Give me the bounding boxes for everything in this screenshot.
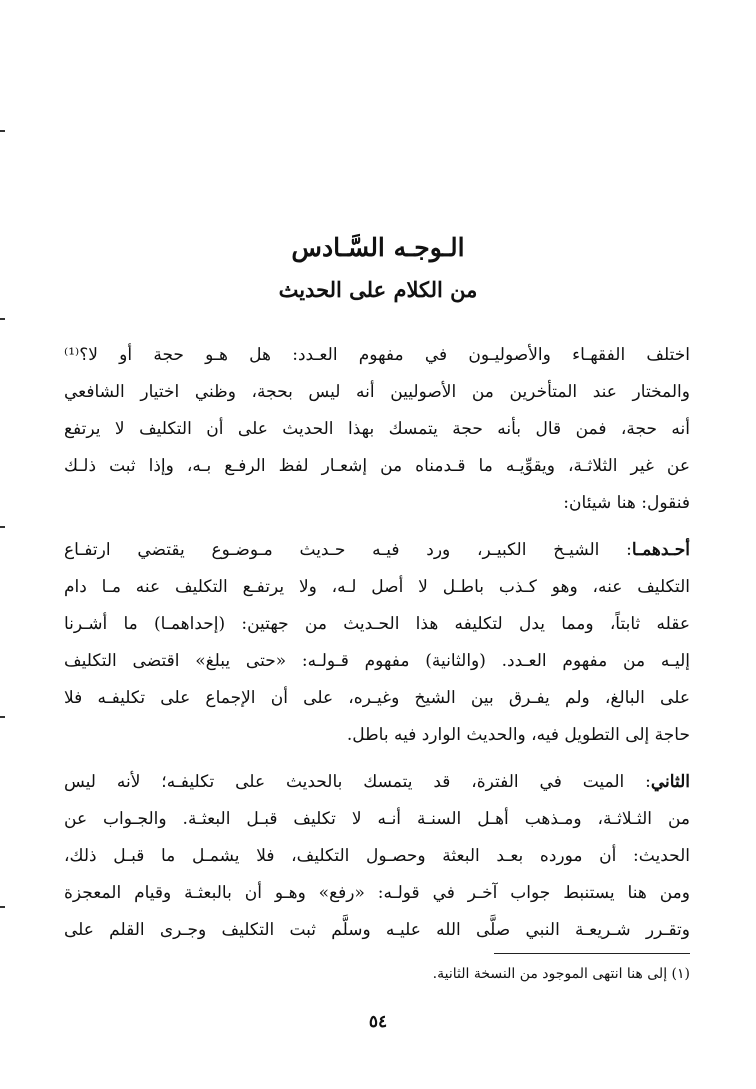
section-subtitle: من الكلام على الحديث — [278, 277, 478, 302]
text-line: على البالغ، ولم يفـرق بين الشيخ وغيـره، على أن الإجماع على تكليفـه فلا — [64, 688, 690, 708]
paragraph-lead: الثاني — [650, 772, 690, 792]
edge-mark — [0, 318, 5, 320]
text-line: عقله ثابتاً، ومما يدل لتكليفه هذا الحـديث من جهتين: (إحداهمـا) ما أشـرنا — [64, 614, 690, 634]
text-line: أنه حجة، فمن قال بأنه حجة يتمسك بهذا الحديث على أن التكليف لا يرتفع — [64, 419, 690, 439]
text-run: : الميت في الفترة، قد يتمسك بالحديث على تكليفـه؛ لأنه ليس — [64, 772, 651, 792]
footnote: (١) إلى هنا انتهى الموجود من النسخة الثانية. — [432, 966, 690, 982]
text-line — [64, 764, 690, 801]
section-heading — [60, 226, 696, 310]
text-line: عن غير الثلاثـة، ويقوِّيـه ما قـدمناه من إشعـار لفظ الرفـع بـه، وإذا ثبت ذلـك — [64, 456, 690, 476]
text-line: من الثـلاثـة، ومـذهب أهـل السنـة أنـه لا تكليف قبـل البعثـة. والجـواب عن — [64, 809, 690, 829]
page-number: ٥٤ — [368, 1012, 388, 1032]
text-line — [64, 532, 690, 569]
text-line: إليـه من مفهوم العـدد. (والثانية) مفهوم قـولـه: «حتى يبلغ» اقتضى التكليف — [64, 651, 690, 671]
footnote-divider — [494, 953, 690, 954]
edge-mark — [0, 906, 5, 908]
edge-mark — [0, 130, 5, 132]
text-line: الحديث: أن مورده بعـد البعثة وحصـول التكليف، فلا يشمـل ما قبـل ذلك، — [64, 846, 690, 866]
paragraph — [64, 764, 690, 949]
text-line: والمختار عند المتأخرين من الأصوليين أنه ليس بحجة، وظني اختيار الشافعي — [64, 382, 690, 402]
text-line: ومن هنا يستنبط جواب آخـر في قولـه: «رفع» وهـو أن بالبعثـة وقيام المعجزة — [64, 883, 690, 903]
text-line: فنقول: هنا شيئان: — [563, 493, 690, 513]
body-text — [64, 337, 690, 959]
text-line: وتقـرر شـريعـة النبي صلَّى الله عليـه وسلَّم ثبت التكليف وجـرى القلم على — [64, 920, 690, 940]
text-run: : الشيـخ الكبيـر، ورد فيـه حـديث مـوضـوع يقتضي ارتفـاع — [64, 540, 632, 560]
text-line: التكليف عنه، وهو كـذب باطـل لا أصل لـه، ولا يرتفـع التكليف عنه مـا دام — [64, 577, 690, 597]
text-line: اختلف الفقهـاء والأصوليـون في مفهوم العـدد: هل هـو حجة أو لا؟⁽¹⁾ — [64, 345, 690, 365]
section-title: الـوجـه السَّـادس — [291, 233, 465, 262]
edge-mark — [0, 526, 5, 528]
paragraph-lead: أحـدهمـا — [631, 540, 690, 560]
paragraph — [64, 337, 690, 522]
paragraph — [64, 532, 690, 754]
text-line: حاجة إلى التطويل فيه، والحديث الوارد فيه باطل. — [346, 725, 690, 745]
edge-mark — [0, 716, 5, 718]
